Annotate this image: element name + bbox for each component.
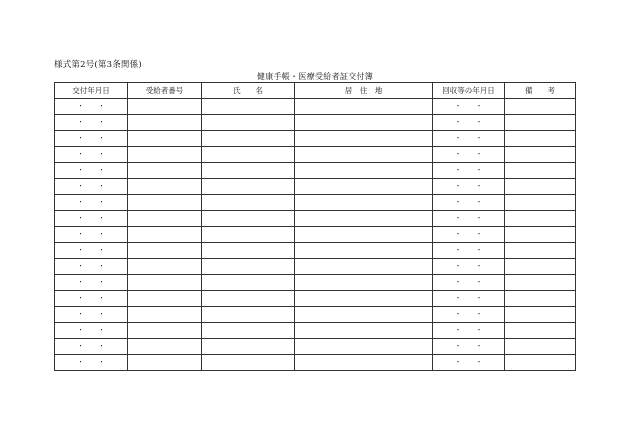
issue-date-cell[interactable]: ・ ・: [55, 163, 128, 179]
issue-date-cell[interactable]: ・ ・: [55, 179, 128, 195]
remarks-cell[interactable]: [505, 211, 576, 227]
return-date-cell[interactable]: ・ ・: [433, 195, 505, 211]
return-date-cell[interactable]: ・ ・: [433, 227, 505, 243]
name-cell[interactable]: [202, 227, 295, 243]
return-date-cell[interactable]: ・ ・: [433, 99, 505, 115]
issue-date-cell[interactable]: ・ ・: [55, 243, 128, 259]
remarks-cell[interactable]: [505, 291, 576, 307]
address-cell[interactable]: [295, 307, 433, 323]
address-cell[interactable]: [295, 259, 433, 275]
address-cell[interactable]: [295, 275, 433, 291]
remarks-cell[interactable]: [505, 307, 576, 323]
issue-date-cell[interactable]: ・ ・: [55, 195, 128, 211]
address-cell[interactable]: [295, 115, 433, 131]
return-date-cell[interactable]: ・ ・: [433, 323, 505, 339]
name-cell[interactable]: [202, 355, 295, 371]
remarks-cell[interactable]: [505, 275, 576, 291]
issue-date-cell[interactable]: ・ ・: [55, 323, 128, 339]
remarks-cell[interactable]: [505, 115, 576, 131]
return-date-cell[interactable]: ・ ・: [433, 355, 505, 371]
address-cell[interactable]: [295, 99, 433, 115]
return-date-cell[interactable]: ・ ・: [433, 115, 505, 131]
recipient-number-cell[interactable]: [128, 99, 202, 115]
recipient-number-cell[interactable]: [128, 339, 202, 355]
address-cell[interactable]: [295, 291, 433, 307]
column-header-recipient-number: 受給者番号: [128, 83, 202, 99]
remarks-cell[interactable]: [505, 339, 576, 355]
address-cell[interactable]: [295, 211, 433, 227]
return-date-cell[interactable]: ・ ・: [433, 147, 505, 163]
column-header-issue-date: 交付年月日: [55, 83, 128, 99]
table-row: [55, 323, 576, 339]
issue-date-cell[interactable]: ・ ・: [55, 259, 128, 275]
issuance-register-table: [54, 82, 576, 371]
return-date-cell[interactable]: ・ ・: [433, 131, 505, 147]
address-cell[interactable]: [295, 339, 433, 355]
return-date-cell[interactable]: ・ ・: [433, 275, 505, 291]
remarks-cell[interactable]: [505, 147, 576, 163]
table-row: [55, 115, 576, 131]
remarks-cell[interactable]: [505, 195, 576, 211]
remarks-cell[interactable]: [505, 131, 576, 147]
issue-date-cell[interactable]: ・ ・: [55, 291, 128, 307]
table-row: [55, 179, 576, 195]
recipient-number-cell[interactable]: [128, 323, 202, 339]
name-cell[interactable]: [202, 339, 295, 355]
table-row: [55, 99, 576, 115]
name-cell[interactable]: [202, 291, 295, 307]
remarks-cell[interactable]: [505, 243, 576, 259]
issue-date-cell[interactable]: ・ ・: [55, 211, 128, 227]
table-body: [55, 99, 576, 371]
address-cell[interactable]: [295, 243, 433, 259]
return-date-cell[interactable]: ・ ・: [433, 211, 505, 227]
table-row: [55, 339, 576, 355]
address-cell[interactable]: [295, 179, 433, 195]
return-date-cell[interactable]: ・ ・: [433, 243, 505, 259]
table-row: [55, 291, 576, 307]
column-header-name: 氏 名: [202, 83, 295, 99]
recipient-number-cell[interactable]: [128, 115, 202, 131]
address-cell[interactable]: [295, 323, 433, 339]
issue-date-cell[interactable]: ・ ・: [55, 99, 128, 115]
address-cell[interactable]: [295, 147, 433, 163]
recipient-number-cell[interactable]: [128, 243, 202, 259]
table-row: [55, 195, 576, 211]
column-header-address: 居 住 地: [295, 83, 433, 99]
recipient-number-cell[interactable]: [128, 131, 202, 147]
name-cell[interactable]: [202, 99, 295, 115]
issue-date-cell[interactable]: ・ ・: [55, 275, 128, 291]
address-cell[interactable]: [295, 131, 433, 147]
address-cell[interactable]: [295, 163, 433, 179]
recipient-number-cell[interactable]: [128, 259, 202, 275]
issue-date-cell[interactable]: ・ ・: [55, 115, 128, 131]
name-cell[interactable]: [202, 131, 295, 147]
recipient-number-cell[interactable]: [128, 227, 202, 243]
recipient-number-cell[interactable]: [128, 163, 202, 179]
name-cell[interactable]: [202, 243, 295, 259]
issue-date-cell[interactable]: ・ ・: [55, 339, 128, 355]
table-row: [55, 275, 576, 291]
remarks-cell[interactable]: [505, 323, 576, 339]
name-cell[interactable]: [202, 323, 295, 339]
column-header-remarks: 備 考: [505, 83, 576, 99]
recipient-number-cell[interactable]: [128, 195, 202, 211]
name-cell[interactable]: [202, 259, 295, 275]
name-cell[interactable]: [202, 179, 295, 195]
table-row: [55, 147, 576, 163]
return-date-cell[interactable]: ・ ・: [433, 259, 505, 275]
table-row: [55, 307, 576, 323]
table-row: [55, 259, 576, 275]
table-row: [55, 211, 576, 227]
return-date-cell[interactable]: ・ ・: [433, 163, 505, 179]
recipient-number-cell[interactable]: [128, 147, 202, 163]
remarks-cell[interactable]: [505, 179, 576, 195]
header-row: [55, 83, 576, 99]
table-row: [55, 355, 576, 371]
name-cell[interactable]: [202, 211, 295, 227]
table-row: [55, 131, 576, 147]
recipient-number-cell[interactable]: [128, 291, 202, 307]
name-cell[interactable]: [202, 195, 295, 211]
recipient-number-cell[interactable]: [128, 307, 202, 323]
recipient-number-cell[interactable]: [128, 179, 202, 195]
return-date-cell[interactable]: ・ ・: [433, 307, 505, 323]
issue-date-cell[interactable]: ・ ・: [55, 307, 128, 323]
form-number-label: 様式第2号(第3条関係): [54, 60, 142, 70]
return-date-cell[interactable]: ・ ・: [433, 179, 505, 195]
table-row: [55, 227, 576, 243]
name-cell[interactable]: [202, 307, 295, 323]
remarks-cell[interactable]: [505, 99, 576, 115]
remarks-cell[interactable]: [505, 227, 576, 243]
remarks-cell[interactable]: [505, 163, 576, 179]
name-cell[interactable]: [202, 275, 295, 291]
issue-date-cell[interactable]: ・ ・: [55, 227, 128, 243]
name-cell[interactable]: [202, 147, 295, 163]
name-cell[interactable]: [202, 115, 295, 131]
document-title: 健康手帳・医療受給者証交付簿: [256, 72, 374, 81]
table-row: [55, 243, 576, 259]
return-date-cell[interactable]: ・ ・: [433, 339, 505, 355]
recipient-number-cell[interactable]: [128, 211, 202, 227]
column-header-return-date: 回収等の年月日: [433, 83, 505, 99]
issue-date-cell[interactable]: ・ ・: [55, 355, 128, 371]
return-date-cell[interactable]: ・ ・: [433, 291, 505, 307]
address-cell[interactable]: [295, 355, 433, 371]
issue-date-cell[interactable]: ・ ・: [55, 147, 128, 163]
recipient-number-cell[interactable]: [128, 275, 202, 291]
address-cell[interactable]: [295, 195, 433, 211]
table-row: [55, 163, 576, 179]
recipient-number-cell[interactable]: [128, 355, 202, 371]
issue-date-cell[interactable]: ・ ・: [55, 131, 128, 147]
name-cell[interactable]: [202, 163, 295, 179]
address-cell[interactable]: [295, 227, 433, 243]
remarks-cell[interactable]: [505, 355, 576, 371]
remarks-cell[interactable]: [505, 259, 576, 275]
table-header: [55, 83, 576, 99]
